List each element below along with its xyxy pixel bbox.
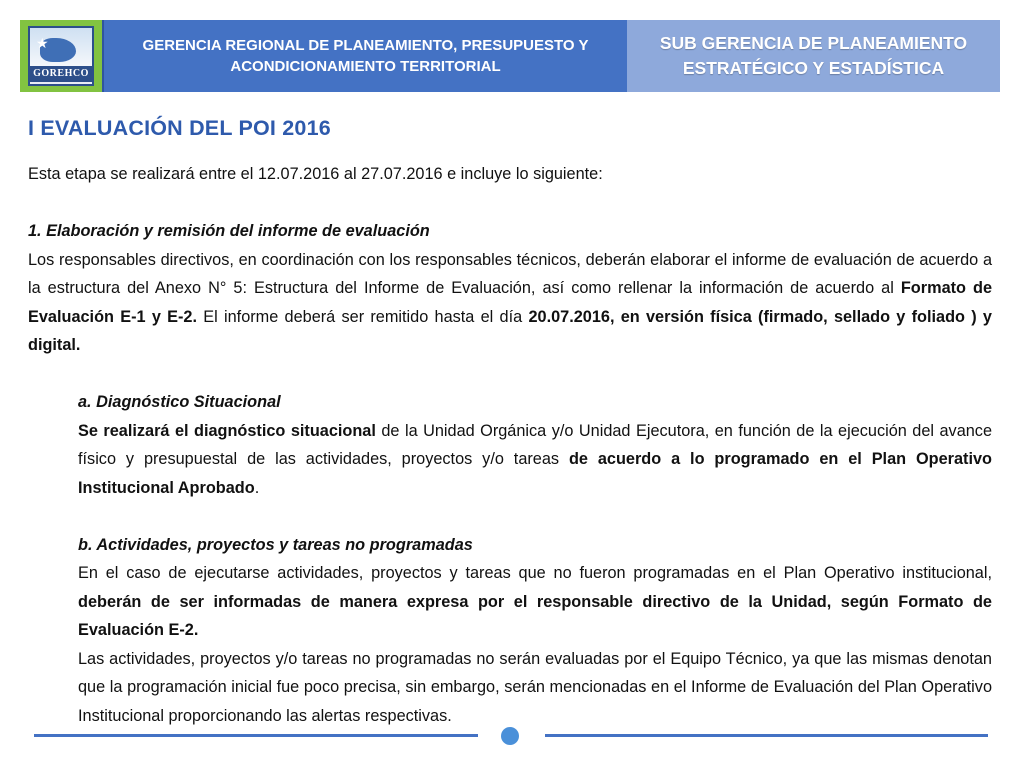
section-1-heading: 1. Elaboración y remisión del informe de evaluación <box>28 222 430 240</box>
slide-title: I EVALUACIÓN DEL POI 2016 <box>28 116 331 140</box>
section-a-paragraph: Se realizará el diagnóstico situacional de la Unidad Orgánica y/o Unidad Ejecutora, en función de la ejecución del avance físico y presupuestal de las actividades, proyectos y/o tareas de acuerdo a lo programado en el Plan Operativo Institucional Aprobado. <box>78 421 993 497</box>
star-icon: ★ <box>36 35 49 51</box>
section-b-paragraph-1: En el caso de ejecutarse actividades, proyectos y tareas que no fueron programadas en el Plan Operativo institucional, deberán de ser informadas de manera expresa por el responsable directivo de la Unidad, según Formato de Evaluación E-2. <box>78 564 992 639</box>
footer-dot-icon <box>501 727 519 745</box>
slide-body <box>28 160 992 730</box>
section-a-heading: a. Diagnóstico Situacional <box>78 393 281 411</box>
logo-emblem <box>28 26 94 86</box>
footer-divider-right <box>545 734 988 737</box>
section-b-heading: b. Actividades, proyectos y tareas no programadas <box>78 535 473 554</box>
section-b-paragraph-2: Las actividades, proyectos y/o tareas no programadas no serán evaluadas por el Equipo Técnico, ya que las mismas denotan que la programación inicial fue poco precisa, sin embargo, serán mencionadas en el Informe de Evaluación del Plan Operativo Institucional proporcionando las alertas respectivas. <box>78 649 992 725</box>
logo-text: GOREHCO <box>30 66 92 82</box>
header-right-title: SUB GERENCIA DE PLANEAMIENTO ESTRATÉGICO Y ESTADÍSTICA <box>627 20 1000 92</box>
header-left-title: GERENCIA REGIONAL DE PLANEAMIENTO, PRESUPUESTO Y ACONDICIONAMIENTO TERRITORIAL <box>102 20 627 92</box>
slide-header <box>20 20 1000 92</box>
footer-divider-left <box>34 734 478 737</box>
section-1-paragraph: Los responsables directivos, en coordinación con los responsables técnicos, deberán elaborar el informe de evaluación de acuerdo a la estructura del Anexo N° 5: Estructura del Informe de Evaluación, así como rellenar la información de acuerdo al Formato de Evaluación E-1 y E-2. El informe deberá ser remitido hasta el día 20.07.2016, en versión física (firmado, sellado y foliado ) y digital. <box>28 250 992 354</box>
intro-text: Esta etapa se realizará entre el 12.07.2016 al 27.07.2016 e incluye lo siguiente: <box>28 165 603 183</box>
gorehco-logo <box>20 20 102 92</box>
section-a <box>78 388 992 730</box>
